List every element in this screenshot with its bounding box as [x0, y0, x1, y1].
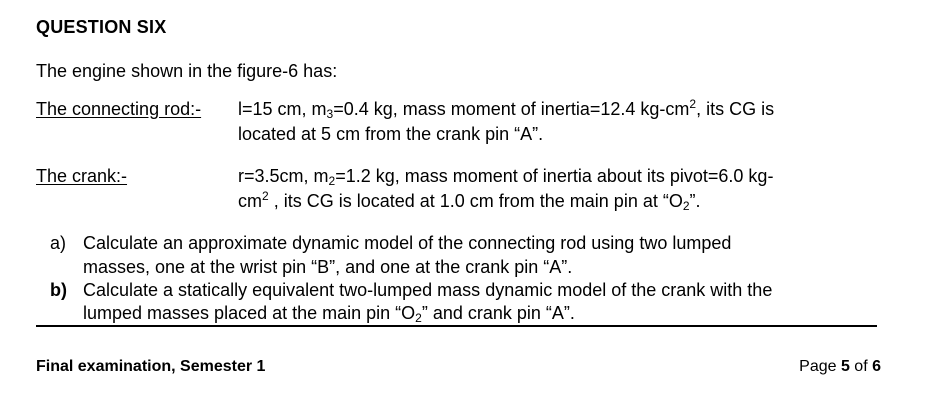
footer-divider: [36, 325, 877, 327]
item-a-marker: a): [50, 233, 67, 253]
item-b-line-2: [83, 303, 575, 324]
item-b-text-a: lumped masses placed at the main pin “O: [83, 303, 416, 323]
crank-text-b: =1.2 kg, mass moment of inertia about its pivot=6.0 kg-: [335, 166, 774, 186]
item-b-marker: b): [50, 280, 67, 300]
page-word: Page: [799, 358, 841, 375]
item-a-line-2: masses, one at the wrist pin “B”, and one at the crank pin “A”.: [83, 257, 573, 277]
rod-superscript: 2: [689, 97, 697, 111]
connecting-rod-label: The connecting rod:-: [36, 99, 202, 119]
crank-subscript-2: 2: [682, 199, 690, 213]
connecting-rod-line-2: located at 5 cm from the crank pin “A”.: [238, 124, 544, 144]
rod-text-b: =0.4 kg, mass moment of inertia=12.4 kg-cm: [333, 99, 690, 119]
crank-text-d: , its CG is located at 1.0 cm from the main pin at “O: [268, 191, 683, 211]
crank-superscript: 2: [262, 189, 269, 203]
footer-exam-label: Final examination, Semester 1: [36, 358, 266, 375]
page-of: of: [849, 358, 873, 375]
item-b-subscript: 2: [415, 311, 422, 325]
crank-text-e: ”.: [689, 191, 701, 211]
item-b-text-b: ” and crank pin “A”.: [421, 303, 575, 323]
crank-subscript: 2: [328, 174, 336, 188]
crank-text-a: r=3.5cm, m: [238, 166, 329, 186]
rod-subscript: 3: [326, 107, 334, 121]
question-title: QUESTION SIX: [36, 17, 167, 37]
crank-line-1: [238, 166, 773, 187]
intro-text: The engine shown in the figure-6 has:: [36, 61, 338, 81]
connecting-rod-line-1: [238, 99, 774, 120]
item-a-line-1: Calculate an approximate dynamic model of the connecting rod using two lumped: [83, 233, 732, 253]
crank-label: The crank:-: [36, 166, 128, 186]
crank-text-c: cm: [238, 191, 262, 211]
crank-line-2: [238, 191, 701, 212]
page-indicator: [799, 358, 881, 376]
rod-text-a: l=15 cm, m: [238, 99, 327, 119]
rod-text-c: , its CG is: [696, 99, 775, 119]
item-b-line-1: Calculate a statically equivalent two-lumped mass dynamic model of the crank with the: [83, 280, 773, 300]
page-number: 5: [840, 358, 850, 375]
page-total: 6: [872, 358, 881, 375]
